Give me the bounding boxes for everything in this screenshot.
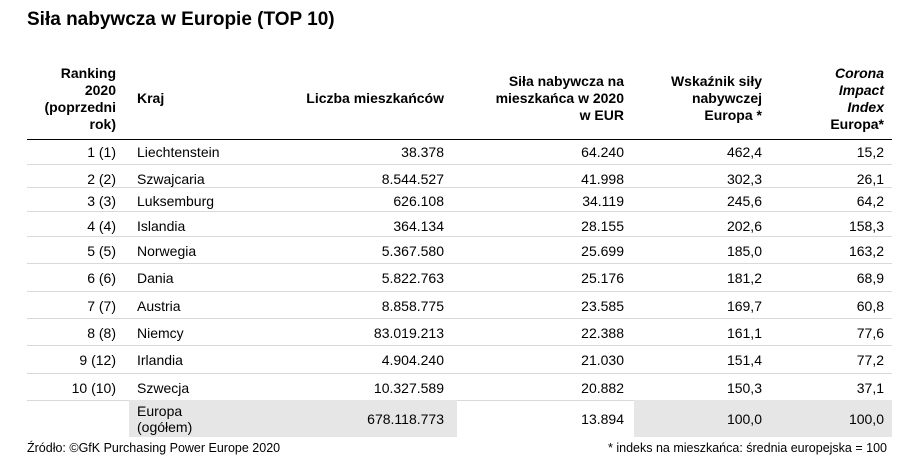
header-ranking: Ranking 2020 (poprzedni rok)	[44, 65, 116, 132]
row-divider	[27, 263, 892, 264]
corona-index-cell: 15,2	[856, 144, 884, 160]
country-cell: Islandia	[137, 218, 186, 234]
purchasing-power-cell: 22.388	[581, 325, 624, 341]
index-footnote: * indeks na mieszkańca: średnia europejska = 100	[608, 441, 887, 455]
purchasing-index-cell: 181,2	[726, 270, 762, 286]
rank-cell: 1 (1)	[87, 144, 116, 160]
row-divider	[27, 164, 892, 165]
country-cell: Irlandia	[137, 352, 183, 368]
purchasing-power-cell: 21.030	[581, 352, 624, 368]
row-divider	[27, 187, 892, 188]
population-cell: 8.858.775	[381, 298, 444, 314]
corona-index-cell: 77,2	[856, 352, 884, 368]
rank-cell: 7 (7)	[87, 298, 116, 314]
header-country: Kraj	[137, 90, 165, 106]
country-cell: Liechtenstein	[137, 144, 220, 160]
purchasing-power-cell: 23.585	[581, 298, 624, 314]
purchasing-index-cell: 462,4	[726, 144, 762, 160]
corona-index-cell: 163,2	[848, 243, 884, 259]
purchasing-index-cell: 245,6	[726, 193, 762, 209]
population-cell: 8.544.527	[381, 171, 444, 187]
country-cell: Norwegia	[137, 243, 197, 259]
total-country: Europa (ogółem)	[137, 403, 193, 435]
purchasing-index-cell: 151,4	[726, 352, 762, 368]
country-cell: Szwajcaria	[137, 171, 205, 187]
row-divider	[27, 318, 892, 319]
header-divider	[27, 139, 892, 140]
purchasing-power-cell: 20.882	[581, 380, 624, 396]
corona-index-cell: 77,6	[856, 325, 884, 341]
purchasing-power-cell: 34.119	[582, 193, 624, 209]
population-cell: 626.108	[393, 193, 444, 209]
purchasing-index-cell: 169,7	[726, 298, 762, 314]
country-cell: Niemcy	[137, 325, 184, 341]
row-divider	[27, 211, 892, 212]
page-title: Siła nabywcza w Europie (TOP 10)	[27, 9, 335, 30]
rank-cell: 10 (10)	[71, 380, 116, 396]
header-purchasing-index: Wskaźnik siły nabywczej Europa *	[670, 73, 762, 123]
row-divider	[27, 345, 892, 346]
population-cell: 5.367.580	[381, 243, 444, 259]
country-cell: Austria	[137, 298, 181, 314]
rank-cell: 5 (5)	[87, 243, 116, 259]
total-purchasing-index: 100,0	[726, 411, 762, 427]
source-note: Źródło: ©GfK Purchasing Power Europe 2020	[27, 441, 281, 455]
purchasing-index-cell: 185,0	[726, 243, 762, 259]
rank-cell: 4 (4)	[87, 218, 116, 234]
total-corona-index: 100,0	[848, 411, 884, 427]
rank-cell: 2 (2)	[87, 171, 116, 187]
population-cell: 5.822.763	[381, 270, 444, 286]
header-purchasing-power: Siła nabywcza na mieszkańca w 2020 w EUR	[495, 73, 624, 123]
purchasing-power-cell: 64.240	[581, 144, 624, 160]
header-corona-index: Corona Impact Index Europa*	[830, 65, 884, 132]
corona-index-cell: 64,2	[856, 193, 884, 209]
purchasing-power-cell: 41.998	[581, 171, 624, 187]
purchasing-index-cell: 161,1	[726, 325, 762, 341]
corona-index-cell: 26,1	[856, 171, 884, 187]
purchasing-index-cell: 302,3	[726, 171, 762, 187]
population-cell: 4.904.240	[381, 352, 444, 368]
rank-cell: 9 (12)	[79, 352, 116, 368]
corona-index-cell: 60,8	[856, 298, 884, 314]
population-cell: 83.019.213	[373, 325, 444, 341]
country-cell: Luksemburg	[137, 193, 215, 209]
rank-cell: 6 (6)	[87, 270, 116, 286]
purchasing-index-cell: 150,3	[726, 380, 762, 396]
population-cell: 38.378	[401, 144, 444, 160]
row-divider	[27, 373, 892, 374]
corona-index-cell: 68,9	[856, 270, 884, 286]
total-population: 678.118.773	[367, 411, 444, 427]
country-cell: Dania	[137, 270, 174, 286]
population-cell: 10.327.589	[373, 380, 444, 396]
purchasing-power-cell: 25.699	[581, 243, 624, 259]
rank-cell: 8 (8)	[87, 325, 116, 341]
purchasing-index-cell: 202,6	[726, 218, 762, 234]
rank-cell: 3 (3)	[87, 193, 116, 209]
population-cell: 364.134	[393, 218, 444, 234]
country-cell: Szwecja	[137, 380, 190, 396]
total-purchasing-power: 13.894	[581, 411, 624, 427]
row-divider	[27, 291, 892, 292]
row-divider	[27, 236, 892, 237]
header-population: Liczba mieszkańców	[306, 90, 444, 106]
purchasing-power-cell: 25.176	[581, 270, 624, 286]
purchasing-power-cell: 28.155	[581, 218, 624, 234]
corona-index-cell: 158,3	[848, 218, 884, 234]
corona-index-cell: 37,1	[856, 380, 884, 396]
